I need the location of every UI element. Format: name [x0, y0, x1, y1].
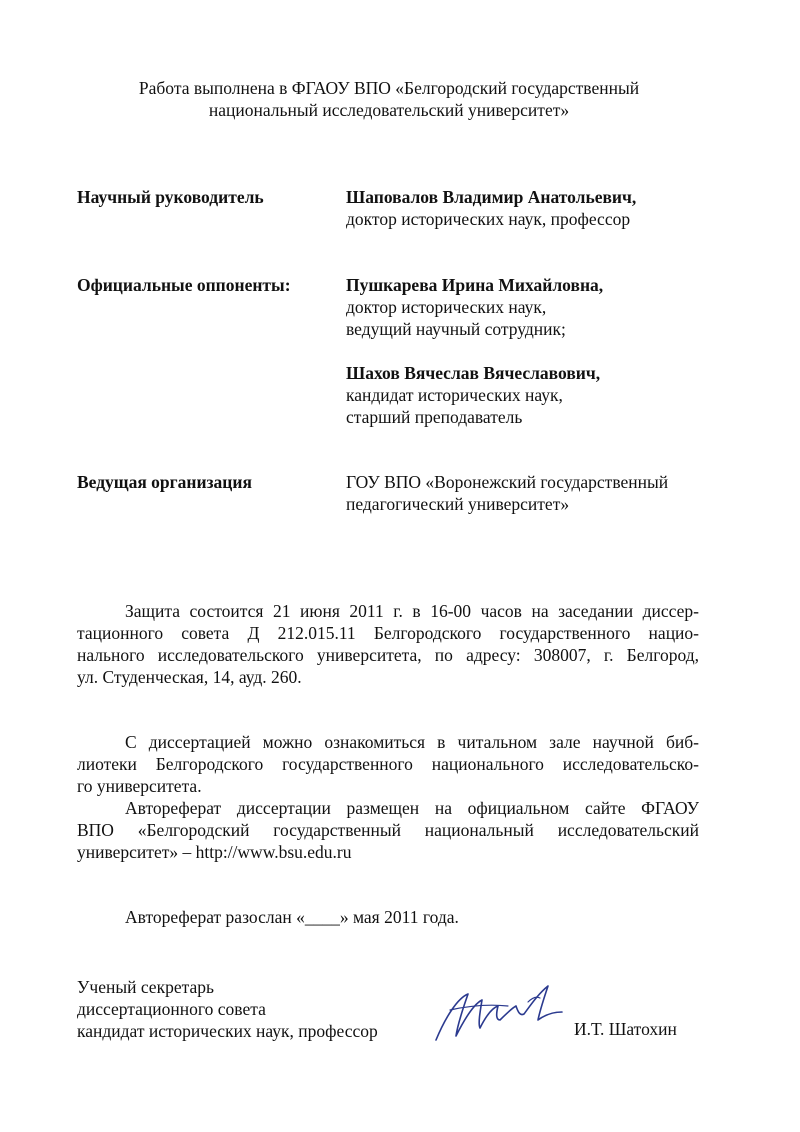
supervisor-info — [346, 186, 766, 230]
handwritten-signature — [428, 976, 578, 1048]
supervisor-title: доктор исторических наук, профессор — [346, 209, 631, 229]
opponent-second-degree: кандидат исторических наук, — [346, 385, 563, 405]
supervisor-name: Шаповалов Владимир Анатольевич, — [346, 187, 637, 207]
secretary-name: И.Т. Шатохин — [574, 1019, 677, 1039]
leading-org-label: Ведущая организация — [77, 472, 252, 492]
secretary-line-3: кандидат исторических наук, профессор — [77, 1021, 378, 1041]
sent-paragraph — [77, 906, 699, 928]
opponent-first-position: ведущий научный сотрудник; — [346, 319, 566, 339]
document-header — [0, 77, 778, 121]
library-line-3: го университета. — [77, 776, 202, 796]
library-line-1: С диссертацией можно ознакомиться в читальном зале научной биб- — [125, 732, 699, 752]
defense-line-3: нального исследовательского университета, по адресу: 308007, г. Белгород, — [77, 645, 699, 665]
supervisor-label: Научный руководитель — [77, 187, 264, 207]
library-paragraph — [77, 731, 699, 797]
defense-line-4: ул. Студенческая, 14, ауд. 260. — [77, 667, 302, 687]
website-line-1: Автореферат диссертации размещен на официальном сайте ФГАОУ — [125, 798, 699, 818]
website-paragraph — [77, 797, 699, 863]
opponent-second — [346, 362, 766, 428]
defense-paragraph — [77, 600, 699, 688]
opponent-first-degree: доктор исторических наук, — [346, 297, 547, 317]
header-line-1: Работа выполнена в ФГАОУ ВПО «Белгородский государственный — [138, 78, 640, 98]
defense-line-1: Защита состоится 21 июня 2011 г. в 16-00 часов на заседании диссер- — [125, 601, 699, 621]
opponent-first — [346, 274, 766, 340]
opponent-first-name: Пушкарева Ирина Михайловна, — [346, 275, 604, 295]
leading-org-line-2: педагогический университет» — [346, 494, 570, 514]
leading-org-line-1: ГОУ ВПО «Воронежский государственный — [346, 472, 669, 492]
secretary-line-2: диссертационного совета — [77, 999, 266, 1019]
leading-org-info — [346, 471, 766, 515]
defense-line-2: тационного совета Д 212.015.11 Белгородского государственного нацио- — [77, 623, 699, 643]
website-line-2: ВПО «Белгородский государственный национальный исследовательский — [77, 820, 699, 840]
library-line-2: лиотеки Белгородского государственного национального исследовательско- — [77, 754, 699, 774]
opponent-second-name: Шахов Вячеслав Вячеславович, — [346, 363, 601, 383]
sent-line: Автореферат разослан «____» мая 2011 года. — [125, 907, 459, 927]
opponent-second-position: старший преподаватель — [346, 407, 523, 427]
website-line-3: университет» – http://www.bsu.edu.ru — [77, 842, 352, 862]
opponents-label: Официальные оппоненты: — [77, 275, 291, 295]
secretary-line-1: Ученый секретарь — [77, 977, 214, 997]
header-line-2: национальный исследовательский университет» — [208, 100, 570, 120]
